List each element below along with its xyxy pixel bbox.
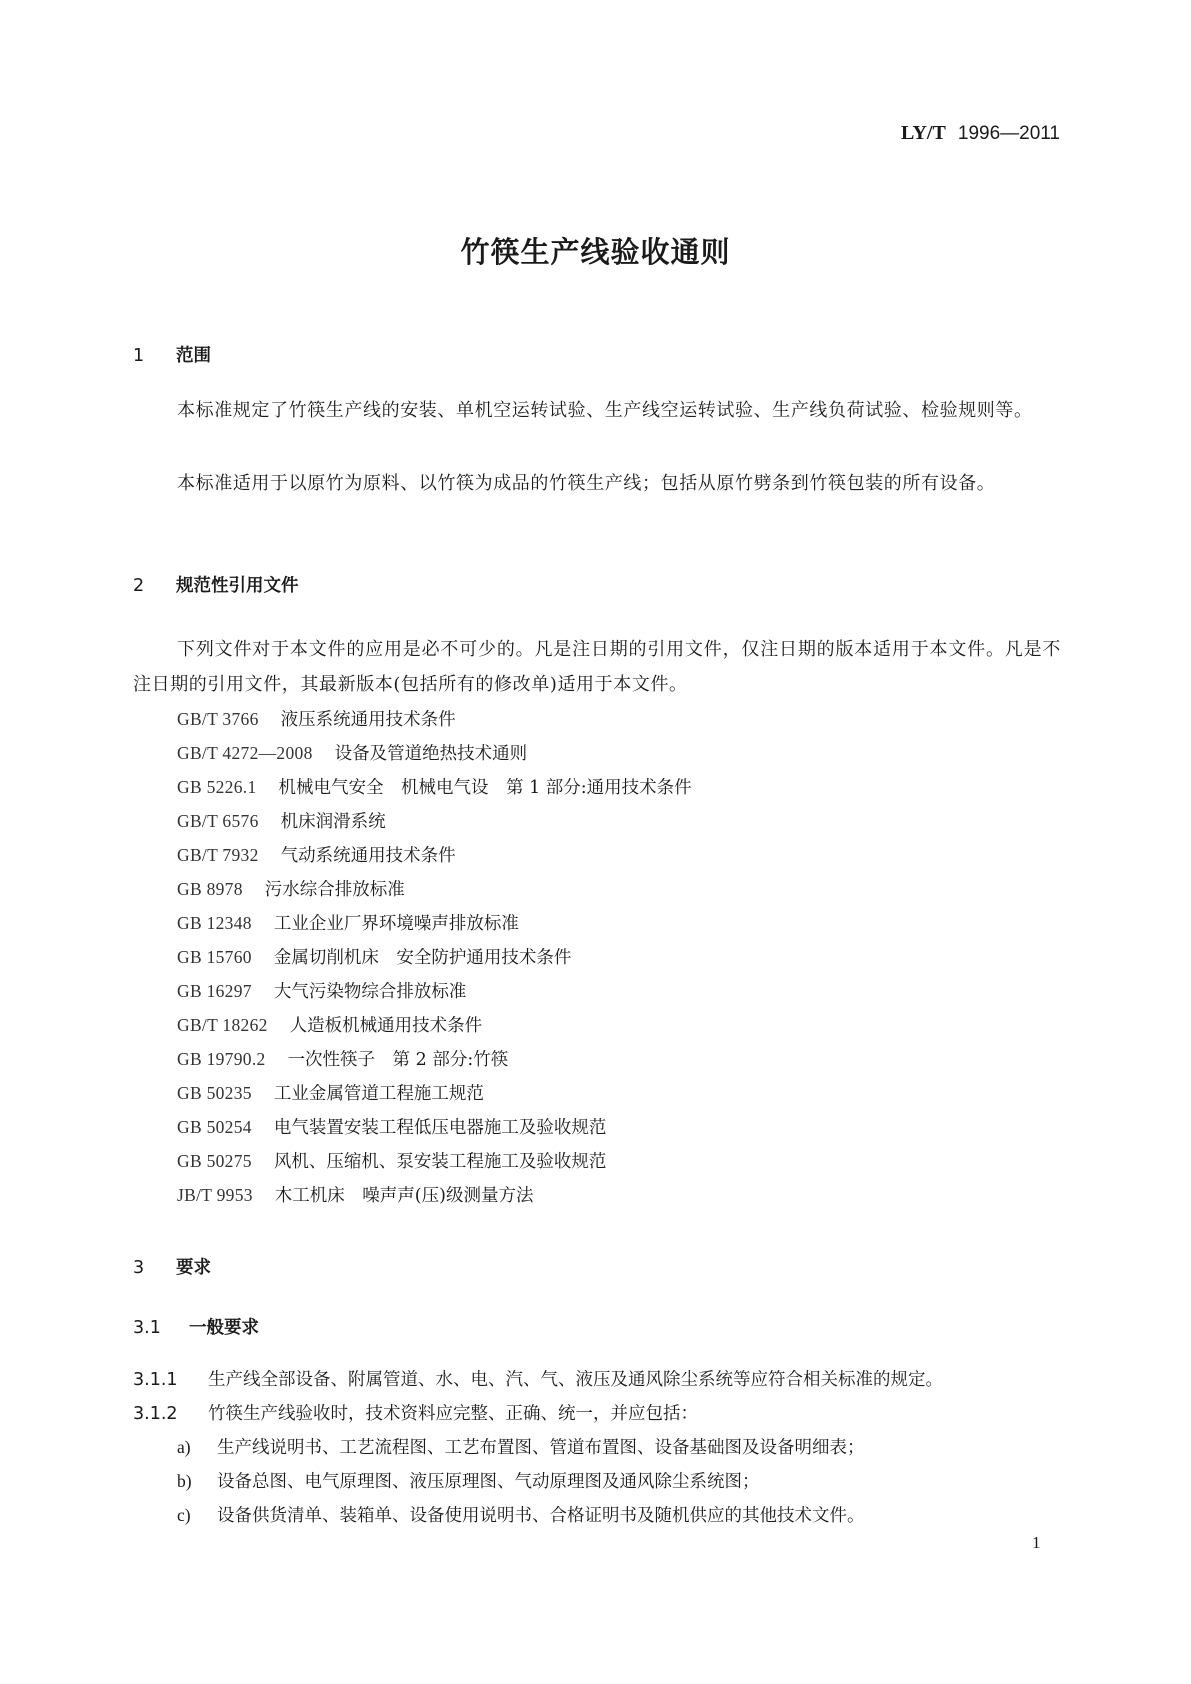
reference-code: GB 50254 xyxy=(177,1117,252,1137)
section-number: 1 xyxy=(133,346,145,366)
reference-code: GB/T 3766 xyxy=(177,709,259,729)
reference-item xyxy=(177,1046,508,1071)
reference-item xyxy=(177,1148,606,1173)
reference-title: 工业金属管道工程施工规范 xyxy=(273,1084,484,1104)
section-heading-requirements xyxy=(133,1254,211,1279)
reference-title: 金属切削机床 安全防护通用技术条件 xyxy=(273,948,572,968)
scope-paragraph-2: 本标准适用于以原竹为原料、以竹筷为成品的竹筷生产线；包括从原竹劈条到竹筷包装的所有设备。 xyxy=(177,473,996,494)
reference-code: JB/T 9953 xyxy=(177,1185,253,1205)
section-number: 2 xyxy=(133,576,145,596)
reference-code: GB 50275 xyxy=(177,1151,252,1171)
section-heading-normative-references xyxy=(133,572,299,597)
list-item-c xyxy=(177,1502,865,1527)
references-intro: 下列文件对于本文件的应用是必不可少的。凡是注日期的引用文件，仅注日期的版本适用于本文件。凡是不注日期的引用文件，其最新版本(包括所有的修改单)适用于本文件。 xyxy=(133,639,1061,695)
section-title: 要求 xyxy=(176,1258,211,1278)
clause-number: 3.1.2 xyxy=(133,1404,178,1424)
section-title: 范围 xyxy=(176,346,211,366)
list-item-a xyxy=(177,1434,865,1459)
reference-title: 设备及管道绝热技术通则 xyxy=(334,744,528,764)
reference-item xyxy=(177,876,405,901)
reference-code: GB/T 4272—2008 xyxy=(177,743,313,763)
standard-number: 1996—2011 xyxy=(957,123,1060,144)
list-label: c) xyxy=(177,1505,191,1525)
reference-item xyxy=(177,740,527,765)
reference-title: 人造板机械通用技术条件 xyxy=(289,1016,483,1036)
reference-title: 气动系统通用技术条件 xyxy=(280,846,456,866)
section-number: 3 xyxy=(133,1258,145,1278)
reference-item xyxy=(177,1182,533,1207)
reference-title: 机械电气安全 机械电气设 第 1 部分:通用技术条件 xyxy=(278,778,692,798)
reference-code: GB/T 7932 xyxy=(177,845,259,865)
reference-item xyxy=(177,706,456,731)
clause-text: 生产线全部设备、附属管道、水、电、汽、气、液压及通风除尘系统等应符合相关标准的规定。 xyxy=(208,1370,943,1390)
reference-code: GB/T 6576 xyxy=(177,811,259,831)
section-heading-scope xyxy=(133,342,211,367)
subsection-number: 3.1 xyxy=(133,1318,161,1338)
reference-title: 风机、压缩机、泵安装工程施工及验收规范 xyxy=(273,1152,607,1172)
reference-title: 木工机床 噪声声(压)级测量方法 xyxy=(274,1186,534,1206)
scope-paragraph-1: 本标准规定了竹筷生产线的安装、单机空运转试验、生产线空运转试验、生产线负荷试验、检验规则等。 xyxy=(177,400,1033,421)
reference-item xyxy=(177,910,519,935)
reference-title: 液压系统通用技术条件 xyxy=(280,710,456,730)
reference-item xyxy=(177,1114,606,1139)
list-label: a) xyxy=(177,1437,191,1457)
reference-item xyxy=(177,774,692,799)
list-item-b xyxy=(177,1468,760,1493)
reference-title: 工业企业厂界环境噪声排放标准 xyxy=(273,914,519,934)
reference-item xyxy=(177,842,456,867)
document-title: 竹筷生产线验收通则 xyxy=(460,235,731,269)
section-title: 规范性引用文件 xyxy=(176,576,299,596)
reference-title: 污水综合排放标准 xyxy=(264,880,405,900)
subsection-heading-general xyxy=(133,1314,259,1339)
reference-item xyxy=(177,1080,484,1105)
reference-code: GB 15760 xyxy=(177,947,252,967)
clause-3-1-1 xyxy=(133,1366,943,1391)
reference-title: 机床润滑系统 xyxy=(280,812,386,832)
reference-code: GB/T 18262 xyxy=(177,1015,268,1035)
reference-title: 一次性筷子 第 2 部分:竹筷 xyxy=(287,1050,509,1070)
reference-item xyxy=(177,1012,482,1037)
reference-code: GB 16297 xyxy=(177,981,252,1001)
list-text: 生产线说明书、工艺流程图、工艺布置图、管道布置图、设备基础图及设备明细表； xyxy=(217,1438,865,1458)
reference-item xyxy=(177,808,386,833)
clause-text: 竹筷生产线验收时，技术资料应完整、正确、统一，并应包括： xyxy=(208,1404,698,1424)
list-text: 设备总图、电气原理图、液压原理图、气动原理图及通风除尘系统图； xyxy=(217,1472,760,1492)
reference-code: GB 50235 xyxy=(177,1083,252,1103)
clause-3-1-2 xyxy=(133,1400,698,1425)
reference-code: GB 19790.2 xyxy=(177,1049,266,1069)
list-text: 设备供货清单、装箱单、设备使用说明书、合格证明书及随机供应的其他技术文件。 xyxy=(217,1506,865,1526)
reference-code: GB 8978 xyxy=(177,879,243,899)
reference-title: 电气装置安装工程低压电器施工及验收规范 xyxy=(273,1118,607,1138)
standard-prefix: LY/T xyxy=(900,122,946,144)
list-label: b) xyxy=(177,1471,192,1491)
reference-code: GB 12348 xyxy=(177,913,252,933)
reference-code: GB 5226.1 xyxy=(177,777,257,797)
reference-item xyxy=(177,944,571,969)
standard-code xyxy=(901,122,1060,145)
reference-title: 大气污染物综合排放标准 xyxy=(273,982,467,1002)
subsection-title: 一般要求 xyxy=(189,1318,259,1338)
page-number: 1 xyxy=(1032,1533,1041,1552)
clause-number: 3.1.1 xyxy=(133,1370,178,1390)
reference-item xyxy=(177,978,466,1003)
